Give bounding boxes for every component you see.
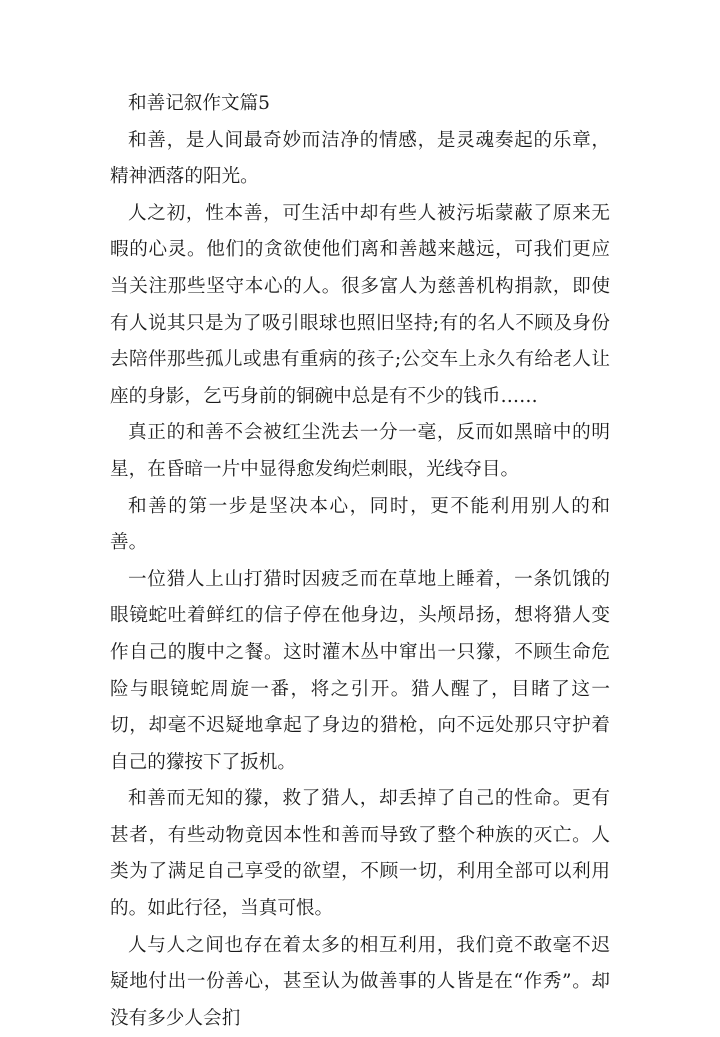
paragraph-true-kindness: 真正的和善不会被红尘洗去一分一毫，反而如黑暗中的明星，在昏暗一片中显得愈发绚烂刺眼，光线夺目。 — [110, 422, 610, 480]
paragraph-human-nature: 人之初，性本善，可生活中却有些人被污垢蒙蔽了原来无暇的心灵。他们的贪欲使他们离和善越来越远，可我们更应当关注那些坚守本心的人。很多富人为慈善机构捐款，即使有人说其只是为了吸引眼球也照旧坚持;有的名人不顾及身份去陪伴那些孤儿或患有重病的孩子;公交车上永久有给老人让座的身影，乞丐身前的铜碗中总是有不少的钱币…… — [110, 202, 610, 407]
paragraph-hunter-story: 一位猎人上山打猎时因疲乏而在草地上睡着，一条饥饿的眼镜蛇吐着鲜红的信子停在他身边，头颅昂扬，想将猎人变作自己的腹中之餐。这时灌木丛中窜出一只獴，不顾生命危险与眼镜蛇周旋一番，将之引开。猎人醒了，目睹了这一切，却毫不迟疑地拿起了身边的猎枪，向不远处那只守护着自己的獴按下了扳机。 — [110, 568, 610, 773]
paragraph-intro: 和善，是人间最奇妙而洁净的情感，是灵魂奏起的乐章，精神洒落的阳光。 — [110, 129, 610, 188]
essay-title: 和善记叙作文篇5 — [128, 93, 270, 114]
paragraph-mongoose-reflection: 和善而无知的獴，救了猎人，却丢掉了自己的性命。更有甚者，有些动物竟因本性和善而导致了整个种族的灭亡。人类为了满足自己享受的欲望，不顾一切，利用全部可以利用的。如此行径，当真可恨。 — [110, 788, 610, 920]
paragraph-mutual-use: 人与人之间也存在着太多的相互利用，我们竟不敢毫不迟疑地付出一份善心，甚至认为做善事的人皆是在“作秀”。却没有多少人会扪 — [110, 934, 610, 1029]
essay-body — [110, 86, 610, 1037]
paragraph-first-step: 和善的第一步是坚决本心，同时，更不能利用别人的和善。 — [110, 495, 610, 554]
